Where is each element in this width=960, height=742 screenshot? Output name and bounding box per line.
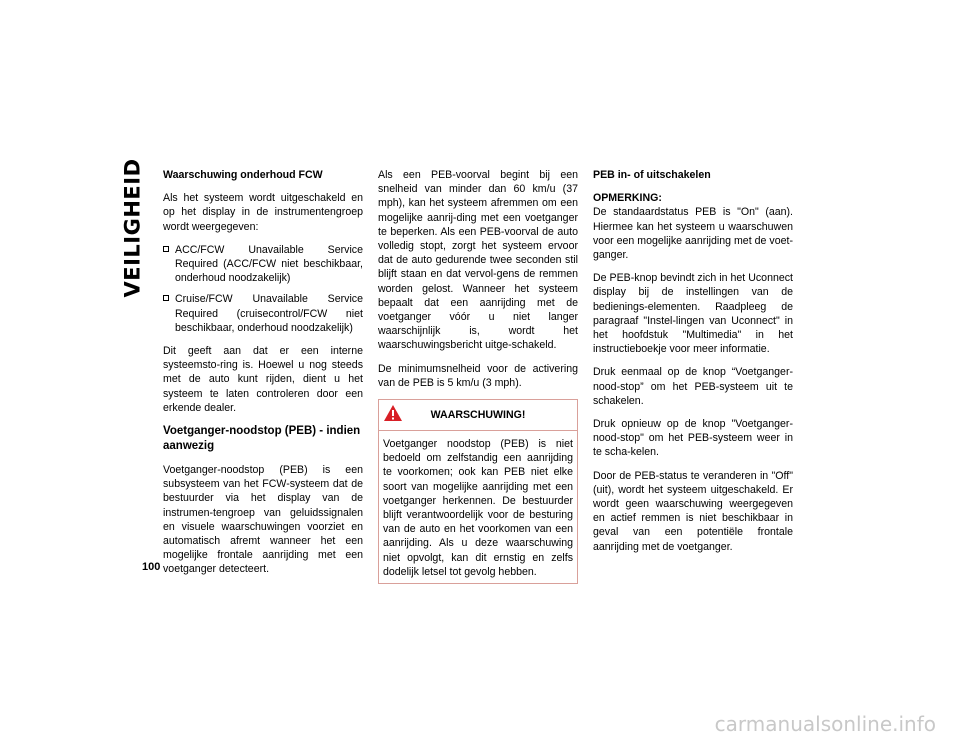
warning-triangle-icon bbox=[384, 405, 402, 421]
section-tab bbox=[112, 158, 152, 298]
paragraph: Voetganger-noodstop (PEB) is een subsysteem van het FCW-systeem dat de bestuurder via het display van de instrumen-tengroep van geluidssignalen en visuele waarschuwingen voorziet en automatisch afremt wanneer het een mogelijke frontale aanrijding met een voetganger detecteert. bbox=[163, 464, 363, 576]
heading-fcw-service: Waarschuwing onderhoud FCW bbox=[163, 169, 323, 181]
paragraph: Dit geeft aan dat er een interne systeemsto-ring is. Hoewel u nog steeds met de auto kunt rijden, dient u het systeem te laten controleren door een erkende dealer. bbox=[163, 345, 363, 414]
square-bullet-icon bbox=[163, 295, 169, 301]
paragraph: Als een PEB-voorval begint bij een snelheid van minder dan 60 km/u (37 mph), kan het systeem afremmen om een mogelijke aanrij-ding met een voetganger te beperken. Als een PEB-voorval de auto volledig stopt, zorgt het systeem ervoor dat de auto gedurende twee seconden stil blijft staan en dat vervol-gens de remmen worden gelost. Wanneer het systeem bepaalt dat een aanrijding met de voetganger vóór u niet langer waarschijnlijk is, wordt het waarschuwingsbericht uitge-schakeld. bbox=[378, 169, 578, 352]
paragraph: Als het systeem wordt uitgeschakeld en op het display in de instrumentengroep wordt weergegeven: bbox=[163, 192, 363, 233]
list-item bbox=[163, 243, 363, 286]
section-tab-label: VEILIGHEID bbox=[120, 158, 145, 298]
warning-body bbox=[379, 431, 577, 583]
paragraph: Druk opnieuw op de knop "Voetganger-nood-stop" om het PEB-systeem weer in te scha-kelen. bbox=[593, 418, 793, 459]
paragraph: Door de PEB-status te veranderen in "Off" (uit), wordt het systeem uitgeschakeld. Er wordt geen waarschuwing weergegeven en actief remmen is niet beschikbaar in geval van een potentiële frontale aanrijding met de voetganger. bbox=[593, 469, 793, 553]
warning-box bbox=[378, 399, 578, 584]
heading-peb-toggle: PEB in- of uitschakelen bbox=[593, 169, 711, 181]
page-number: 100 bbox=[142, 561, 161, 573]
note-label: OPMERKING: bbox=[593, 192, 662, 205]
paragraph: Druk eenmaal op de knop “Voetganger-nood-stop” om het PEB-systeem uit te schakelen. bbox=[593, 366, 793, 407]
square-bullet-icon bbox=[163, 246, 169, 252]
list-item-text: Cruise/FCW Unavailable Service Required (cruisecontrol/FCW niet beschikbaar, onderhoud noodzakelijk) bbox=[175, 293, 363, 334]
warning-text: Voetganger noodstop (PEB) is niet bedoeld om zelfstandig een aanrijding te voorkomen; ook kan PEB niet elke soort van mogelijke aanrijding met een voetganger herkennen. De bestuurder blijft verantwoordelijk voor de besturing van de auto en het voorkomen van een aanrijding. Als u deze waarschuwing niet opvolgt, kan dit ernstig en zelfs dodelijk letsel tot gevolg hebben. bbox=[383, 438, 573, 578]
bullet-list bbox=[163, 243, 363, 335]
heading-peb: Voetganger-noodstop (PEB) - indien aanwezig bbox=[163, 425, 361, 453]
paragraph: De PEB-knop bevindt zich in het Uconnect display bij de instellingen van de bedienings-elementen. Raadpleeg de paragraaf "Instel-lingen van Uconnect" in het hoofdstuk "Multimedia" in het instructieboekje voor meer informatie. bbox=[593, 272, 793, 356]
list-item-text: ACC/FCW Unavailable Service Required (ACC/FCW niet beschikbaar, onderhoud noodzakelijk) bbox=[175, 243, 363, 285]
list-item bbox=[163, 292, 363, 335]
column-3 bbox=[593, 168, 793, 563]
watermark: carmanualsonline.info bbox=[714, 712, 936, 736]
note bbox=[593, 191, 793, 262]
column-1 bbox=[163, 168, 363, 586]
paragraph: De minimumsnelheid voor de activering van de PEB is 5 km/u (3 mph). bbox=[378, 362, 578, 389]
warning-header bbox=[379, 400, 577, 431]
column-2 bbox=[378, 168, 578, 584]
note-text: De standaardstatus PEB is "On" (aan). Hiermee kan het systeem u waarschuwen voor een mogelijke aanrijding met de voet-ganger. bbox=[593, 206, 793, 262]
warning-title: WAARSCHUWING! bbox=[430, 408, 526, 421]
